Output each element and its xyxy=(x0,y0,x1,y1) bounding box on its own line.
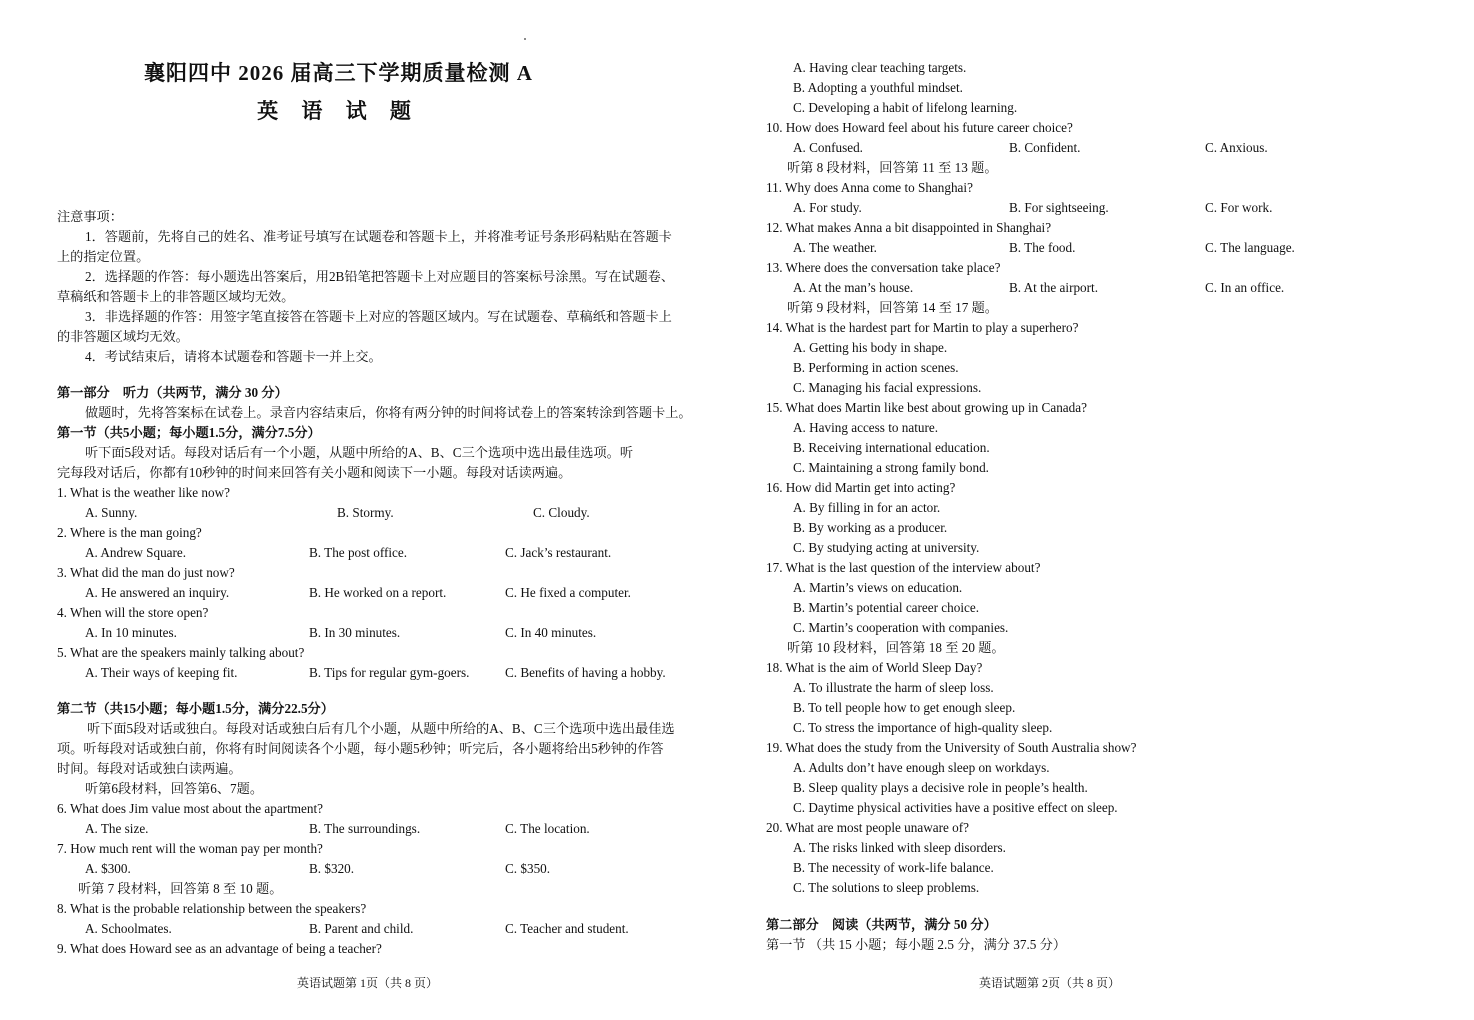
material-label: 听第 8 段材料，回答第 11 至 13 题。 xyxy=(787,160,998,175)
question: 13. Where does the conversation take place? xyxy=(766,260,1001,275)
section1-header: 第一节（共5小题；每小题1.5分，满分7.5分） xyxy=(57,425,321,440)
notice-line: 4．考试结束后，请将本试题卷和答题卡一并上交。 xyxy=(85,349,382,364)
option-c: C. By studying acting at university. xyxy=(793,540,980,555)
option-a: A. Confused. xyxy=(793,140,863,155)
section1-instruction: 听下面5段对话。每段对话后有一个小题，从题中所给的A、B、C三个选项中选出最佳选项。听 xyxy=(85,445,634,460)
option-b: B. For sightseeing. xyxy=(1009,200,1109,215)
option-c: C. Developing a habit of lifelong learning. xyxy=(793,100,1018,115)
question: 4. When will the store open? xyxy=(57,605,209,620)
notice-line: 1．答题前，先将自己的姓名、准考证号填写在试题卷和答题卡上，并将准考证号条形码粘贴在答题卡 xyxy=(85,229,672,244)
option-c: C. Cloudy. xyxy=(533,505,590,520)
notice-header: 注意事项： xyxy=(57,209,123,224)
option-a: A. At the man’s house. xyxy=(793,280,914,295)
question: 12. What makes Anna a bit disappointed in Shanghai? xyxy=(766,220,1052,235)
option-c: C. He fixed a computer. xyxy=(505,585,631,600)
question: 5. What are the speakers mainly talking about? xyxy=(57,645,305,660)
question: 9. What does Howard see as an advantage of being a teacher? xyxy=(57,941,382,956)
option-c: C. The language. xyxy=(1205,240,1295,255)
notice-line: 2．选择题的作答：每小题选出答案后，用2B铅笔把答题卡上对应题目的答案标号涂黑。写在试题卷、 xyxy=(85,269,675,284)
option-a: A. Having access to nature. xyxy=(793,420,939,435)
notice-line: 上的指定位置。 xyxy=(57,249,150,264)
option-b: B. Tips for regular gym-goers. xyxy=(309,665,470,680)
option-a: A. To illustrate the harm of sleep loss. xyxy=(793,680,994,695)
exam-title: 襄阳四中 2026 届高三下学期质量检测 A xyxy=(144,61,533,85)
question: 14. What is the hardest part for Martin to play a superhero? xyxy=(766,320,1079,335)
question: 17. What is the last question of the interview about? xyxy=(766,560,1041,575)
part2-header: 第二部分 阅读（共两节，满分 50 分） xyxy=(766,917,997,932)
option-a: A. $300. xyxy=(85,861,131,876)
question: 7. How much rent will the woman pay per month? xyxy=(57,841,323,856)
question: 11. Why does Anna come to Shanghai? xyxy=(766,180,973,195)
page-footer: 英语试题第 1页（共 8 页） xyxy=(297,976,439,990)
option-c: C. Benefits of having a hobby. xyxy=(505,665,666,680)
option-c: C. The solutions to sleep problems. xyxy=(793,880,980,895)
notice-line: 草稿纸和答题卡上的非答题区域均无效。 xyxy=(57,289,295,304)
material-label: 听第 9 段材料，回答第 14 至 17 题。 xyxy=(787,300,998,315)
section2-instruction: 项。听每段对话或独白前，你将有时间阅读各个小题，每小题5秒钟；听完后，各小题将给出5秒钟的作答 xyxy=(57,741,664,756)
material-label: 听第6段材料，回答第6、7题。 xyxy=(85,781,264,796)
question: 6. What does Jim value most about the apartment? xyxy=(57,801,324,816)
option-c: C. Martin’s cooperation with companies. xyxy=(793,620,1009,635)
option-b: B. In 30 minutes. xyxy=(309,625,401,640)
section2-header: 第二节（共15小题；每小题1.5分，满分22.5分） xyxy=(57,701,334,716)
question: 8. What is the probable relationship between the speakers? xyxy=(57,901,367,916)
option-a: A. Schoolmates. xyxy=(85,921,172,936)
section2-instruction: 听下面5段对话或独白。每段对话或独白后有几个小题，从题中所给的A、B、C三个选项中选出最佳选 xyxy=(87,721,675,736)
option-b: B. The surroundings. xyxy=(309,821,421,836)
option-c: C. Maintaining a strong family bond. xyxy=(793,460,989,475)
option-a: A. The size. xyxy=(85,821,149,836)
page-2 xyxy=(737,0,1474,1020)
question: 15. What does Martin like best about growing up in Canada? xyxy=(766,400,1087,415)
option-a: A. Sunny. xyxy=(85,505,138,520)
option-b: B. At the airport. xyxy=(1009,280,1099,295)
part1-instruction: 做题时，先将答案标在试卷上。录音内容结束后，你将有两分钟的时间将试卷上的答案转涂到答题卡上。 xyxy=(85,405,692,420)
option-c: C. Teacher and student. xyxy=(505,921,629,936)
option-a: A. In 10 minutes. xyxy=(85,625,177,640)
option-c: C. Anxious. xyxy=(1205,140,1268,155)
option-c: C. $350. xyxy=(505,861,551,876)
option-a: A. He answered an inquiry. xyxy=(85,585,230,600)
material-label: 听第 7 段材料，回答第 8 至 10 题。 xyxy=(78,881,283,896)
option-c: C. The location. xyxy=(505,821,590,836)
part2-section1-header: 第一节 （共 15 小题；每小题 2.5 分，满分 37.5 分） xyxy=(766,937,1067,952)
option-b: B. Stormy. xyxy=(337,505,394,520)
option-c: C. In an office. xyxy=(1205,280,1285,295)
option-a: A. Andrew Square. xyxy=(85,545,187,560)
notice-line: 3．非选择题的作答：用签字笔直接答在答题卡上对应的答题区域内。写在试题卷、草稿纸和答题卡上 xyxy=(85,309,672,324)
part1-header: 第一部分 听力（共两节，满分 30 分） xyxy=(57,385,288,400)
option-b: B. The necessity of work-life balance. xyxy=(793,860,994,875)
option-a: A. For study. xyxy=(793,200,862,215)
question: 2. Where is the man going? xyxy=(57,525,202,540)
option-c: C. To stress the importance of high-quality sleep. xyxy=(793,720,1053,735)
question: 3. What did the man do just now? xyxy=(57,565,235,580)
option-b: B. Receiving international education. xyxy=(793,440,990,455)
question: 18. What is the aim of World Sleep Day? xyxy=(766,660,983,675)
option-c: C. In 40 minutes. xyxy=(505,625,597,640)
section1-instruction: 完每段对话后，你都有10秒钟的时间来回答有关小题和阅读下一小题。每段对话读两遍。 xyxy=(57,465,572,480)
option-b: B. He worked on a report. xyxy=(309,585,447,600)
option-b: B. Confident. xyxy=(1009,140,1081,155)
option-b: B. Sleep quality plays a decisive role in people’s health. xyxy=(793,780,1088,795)
material-label: 听第 10 段材料，回答第 18 至 20 题。 xyxy=(787,640,1005,655)
option-b: B. Performing in action scenes. xyxy=(793,360,959,375)
notice-line: 的非答题区域均无效。 xyxy=(57,329,189,344)
option-b: B. Parent and child. xyxy=(309,921,414,936)
question: 16. How did Martin get into acting? xyxy=(766,480,956,495)
option-a: A. Having clear teaching targets. xyxy=(793,60,967,75)
option-b: B. To tell people how to get enough sleep. xyxy=(793,700,1016,715)
page-footer: 英语试题第 2页（共 8 页） xyxy=(979,976,1121,990)
option-c: C. Managing his facial expressions. xyxy=(793,380,982,395)
option-b: B. $320. xyxy=(309,861,355,876)
option-c: C. For work. xyxy=(1205,200,1273,215)
option-b: B. The post office. xyxy=(309,545,408,560)
option-a: A. Their ways of keeping fit. xyxy=(85,665,238,680)
option-a: A. Getting his body in shape. xyxy=(793,340,948,355)
option-a: A. Adults don’t have enough sleep on workdays. xyxy=(793,760,1050,775)
option-a: A. Martin’s views on education. xyxy=(793,580,963,595)
option-c: C. Daytime physical activities have a positive effect on sleep. xyxy=(793,800,1118,815)
question: 10. How does Howard feel about his future career choice? xyxy=(766,120,1073,135)
option-b: B. Martin’s potential career choice. xyxy=(793,600,980,615)
section2-instruction: 时间。每段对话或独白读两遍。 xyxy=(57,761,242,776)
question: 20. What are most people unaware of? xyxy=(766,820,969,835)
option-a: A. The weather. xyxy=(793,240,877,255)
question: 19. What does the study from the University of South Australia show? xyxy=(766,740,1137,755)
exam-subtitle: 英 语 试 题 xyxy=(257,99,420,123)
option-a: A. The risks linked with sleep disorders. xyxy=(793,840,1006,855)
option-b: B. The food. xyxy=(1009,240,1076,255)
option-b: B. Adopting a youthful mindset. xyxy=(793,80,963,95)
option-c: C. Jack’s restaurant. xyxy=(505,545,612,560)
question: 1. What is the weather like now? xyxy=(57,485,230,500)
option-b: B. By working as a producer. xyxy=(793,520,948,535)
option-a: A. By filling in for an actor. xyxy=(793,500,941,515)
